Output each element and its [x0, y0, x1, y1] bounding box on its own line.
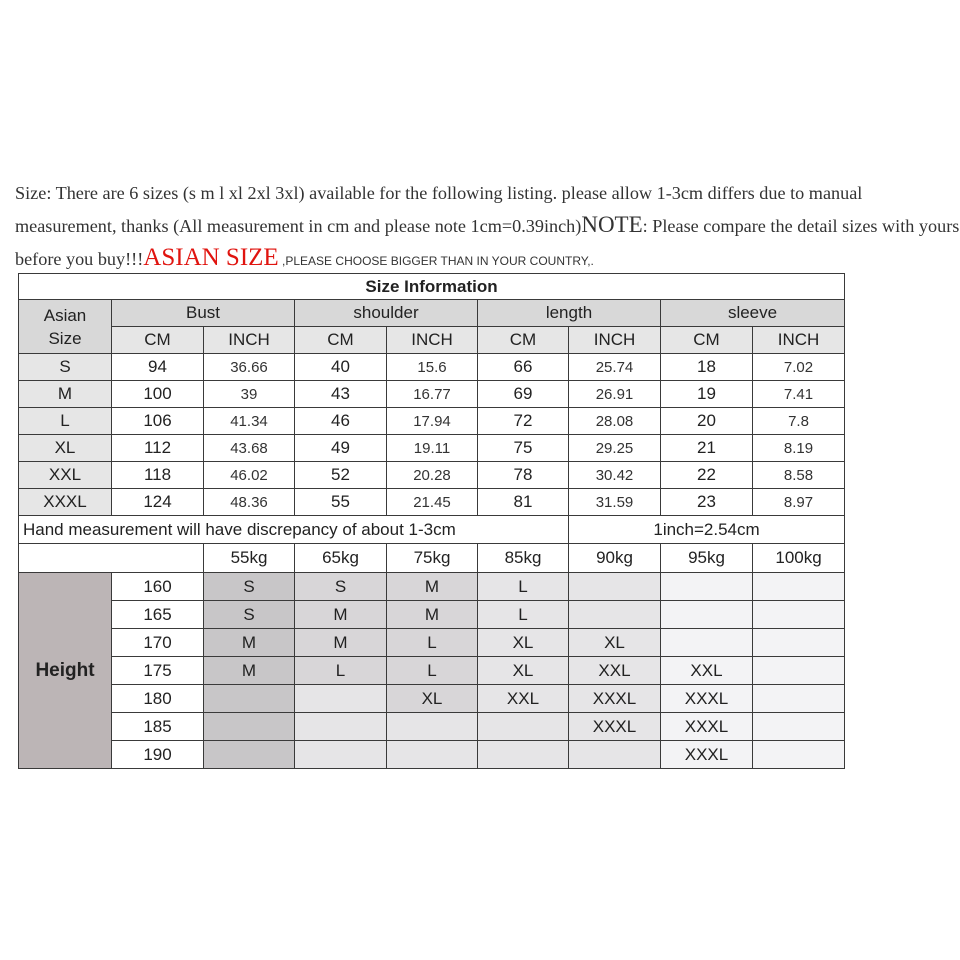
height-row: [19, 657, 845, 685]
measure-value: 100: [112, 381, 204, 408]
height-value: 175: [112, 657, 204, 685]
recommended-size: L: [478, 601, 569, 629]
recommended-size: [753, 741, 845, 769]
measure-value: 26.91: [569, 381, 661, 408]
measure-value: 75: [478, 435, 569, 462]
weight-header: 100kg: [753, 544, 845, 573]
recommended-size: [753, 573, 845, 601]
group-header-shoulder: shoulder: [295, 300, 478, 327]
recommended-size: [295, 713, 387, 741]
measure-value: 30.42: [569, 462, 661, 489]
weight-header-row: [19, 544, 845, 573]
measure-value: 124: [112, 489, 204, 516]
recommended-size: XXXL: [661, 685, 753, 713]
unit-header: INCH: [753, 327, 845, 354]
asian-size-header-text: Asian: [43, 305, 87, 325]
measure-value: 7.8: [753, 408, 845, 435]
recommended-size: XXXL: [569, 685, 661, 713]
measure-value: 20.28: [387, 462, 478, 489]
group-header-length: length: [478, 300, 661, 327]
intro-text: Size: There are 6 sizes (s m l xl 2xl 3xl) available for the following listing. please allow 1-3cm differs due to manual measurement, thanks (All measurement in cm and please note 1cm=0.39inch): [15, 183, 863, 236]
weight-header: 65kg: [295, 544, 387, 573]
recommended-size: L: [387, 629, 478, 657]
measure-value: 48.36: [204, 489, 295, 516]
size-label: M: [19, 381, 112, 408]
recommended-size: M: [387, 573, 478, 601]
measure-value: 46.02: [204, 462, 295, 489]
measure-value: 69: [478, 381, 569, 408]
measure-value: 17.94: [387, 408, 478, 435]
recommended-size: XL: [569, 629, 661, 657]
unit-header: INCH: [569, 327, 661, 354]
height-value: 160: [112, 573, 204, 601]
size-row: [19, 408, 845, 435]
unit-header: INCH: [387, 327, 478, 354]
measure-value: 8.97: [753, 489, 845, 516]
measure-value: 118: [112, 462, 204, 489]
recommended-size: M: [204, 629, 295, 657]
measure-value: 21: [661, 435, 753, 462]
measure-value: 40: [295, 354, 387, 381]
measure-value: 23: [661, 489, 753, 516]
recommended-size: [478, 741, 569, 769]
height-row: [19, 713, 845, 741]
recommended-size: XXL: [569, 657, 661, 685]
recommended-size: [387, 741, 478, 769]
size-info-title: Size Information: [19, 274, 845, 300]
measure-value: 15.6: [387, 354, 478, 381]
hand-measurement-note: Hand measurement will have discrepancy of about 1-3cm: [19, 516, 569, 544]
measure-value: 7.02: [753, 354, 845, 381]
recommended-size: L: [387, 657, 478, 685]
unit-header: CM: [478, 327, 569, 354]
measure-value: 19.11: [387, 435, 478, 462]
weight-header: 95kg: [661, 544, 753, 573]
measure-value: 55: [295, 489, 387, 516]
recommended-size: M: [204, 657, 295, 685]
measure-value: 7.41: [753, 381, 845, 408]
measure-value: 18: [661, 354, 753, 381]
measure-value: 78: [478, 462, 569, 489]
size-label: XL: [19, 435, 112, 462]
recommended-size: XXXL: [661, 741, 753, 769]
measure-value: 112: [112, 435, 204, 462]
recommended-size: [753, 713, 845, 741]
measure-value: 31.59: [569, 489, 661, 516]
recommended-size: [478, 713, 569, 741]
height-row: [19, 601, 845, 629]
weight-header: 90kg: [569, 544, 661, 573]
unit-header: CM: [661, 327, 753, 354]
size-row: [19, 354, 845, 381]
measure-value: 66: [478, 354, 569, 381]
measure-value: 46: [295, 408, 387, 435]
size-label: S: [19, 354, 112, 381]
recommended-size: M: [295, 601, 387, 629]
measure-value: 19: [661, 381, 753, 408]
note-row: [19, 516, 845, 544]
recommended-size: [569, 741, 661, 769]
measure-value: 36.66: [204, 354, 295, 381]
recommended-size: [753, 601, 845, 629]
unit-header: CM: [295, 327, 387, 354]
size-label: XXXL: [19, 489, 112, 516]
height-row: [19, 741, 845, 769]
recommended-size: [753, 685, 845, 713]
weight-header: 55kg: [204, 544, 295, 573]
measure-value: 49: [295, 435, 387, 462]
recommended-size: XXL: [661, 657, 753, 685]
height-label: Height: [19, 573, 112, 769]
size-row: [19, 435, 845, 462]
height-value: 185: [112, 713, 204, 741]
height-value: 180: [112, 685, 204, 713]
measure-value: 28.08: [569, 408, 661, 435]
measure-value: 39: [204, 381, 295, 408]
recommended-size: [295, 685, 387, 713]
recommended-size: XL: [478, 657, 569, 685]
unit-header: CM: [112, 327, 204, 354]
recommended-size: XL: [387, 685, 478, 713]
height-row: [19, 685, 845, 713]
measure-value: 43.68: [204, 435, 295, 462]
recommended-size: [204, 685, 295, 713]
recommended-size: M: [387, 601, 478, 629]
recommended-size: L: [295, 657, 387, 685]
measure-value: 106: [112, 408, 204, 435]
recommended-size: [569, 573, 661, 601]
unit-header: INCH: [204, 327, 295, 354]
recommended-size: [753, 629, 845, 657]
recommended-size: [661, 601, 753, 629]
recommended-size: M: [295, 629, 387, 657]
recommended-size: [295, 741, 387, 769]
inch-conversion-note: 1inch=2.54cm: [569, 516, 845, 544]
unit-header-row: [19, 327, 845, 354]
recommended-size: [753, 657, 845, 685]
measure-value: 43: [295, 381, 387, 408]
measure-value: 94: [112, 354, 204, 381]
choose-bigger-note: ,PLEASE CHOOSE BIGGER THAN IN YOUR COUNTRY,.: [278, 254, 594, 268]
recommended-size: L: [478, 573, 569, 601]
measure-value: 20: [661, 408, 753, 435]
recommended-size: XXXL: [661, 713, 753, 741]
size-row: [19, 381, 845, 408]
recommended-size: XL: [478, 629, 569, 657]
measure-value: 8.58: [753, 462, 845, 489]
recommended-size: XXL: [478, 685, 569, 713]
height-value: 165: [112, 601, 204, 629]
measure-value: 21.45: [387, 489, 478, 516]
recommended-size: S: [295, 573, 387, 601]
size-label: XXL: [19, 462, 112, 489]
measure-value: 22: [661, 462, 753, 489]
measure-value: 8.19: [753, 435, 845, 462]
weight-header: 75kg: [387, 544, 478, 573]
size-label: L: [19, 408, 112, 435]
note-text: : Please compare the detail sizes with yours before you buy!!!: [15, 216, 960, 269]
measure-value: 29.25: [569, 435, 661, 462]
recommended-size: [569, 601, 661, 629]
weight-header-blank: [19, 544, 204, 573]
recommended-size: S: [204, 573, 295, 601]
recommended-size: [661, 629, 753, 657]
size-row: [19, 489, 845, 516]
measure-value: 81: [478, 489, 569, 516]
height-row: [19, 573, 845, 601]
recommended-size: XXXL: [569, 713, 661, 741]
measure-value: 52: [295, 462, 387, 489]
recommended-size: [204, 713, 295, 741]
measure-value: 16.77: [387, 381, 478, 408]
measure-value: 41.34: [204, 408, 295, 435]
height-value: 190: [112, 741, 204, 769]
size-chart-table: [18, 273, 845, 769]
asian-size-label: ASIAN SIZE: [143, 244, 279, 271]
note-label: NOTE: [581, 212, 643, 237]
height-value: 170: [112, 629, 204, 657]
group-header-bust: Bust: [112, 300, 295, 327]
size-info-title-row: [19, 274, 845, 300]
asian-size-header: [19, 300, 112, 354]
listing-description: [15, 178, 960, 277]
asian-size-header-text: Size: [48, 328, 82, 348]
size-row: [19, 462, 845, 489]
measure-value: 72: [478, 408, 569, 435]
weight-header: 85kg: [478, 544, 569, 573]
measure-value: 25.74: [569, 354, 661, 381]
recommended-size: [661, 573, 753, 601]
height-row: [19, 629, 845, 657]
group-header-row: [19, 300, 845, 327]
recommended-size: [204, 741, 295, 769]
group-header-sleeve: sleeve: [661, 300, 845, 327]
recommended-size: [387, 713, 478, 741]
recommended-size: S: [204, 601, 295, 629]
